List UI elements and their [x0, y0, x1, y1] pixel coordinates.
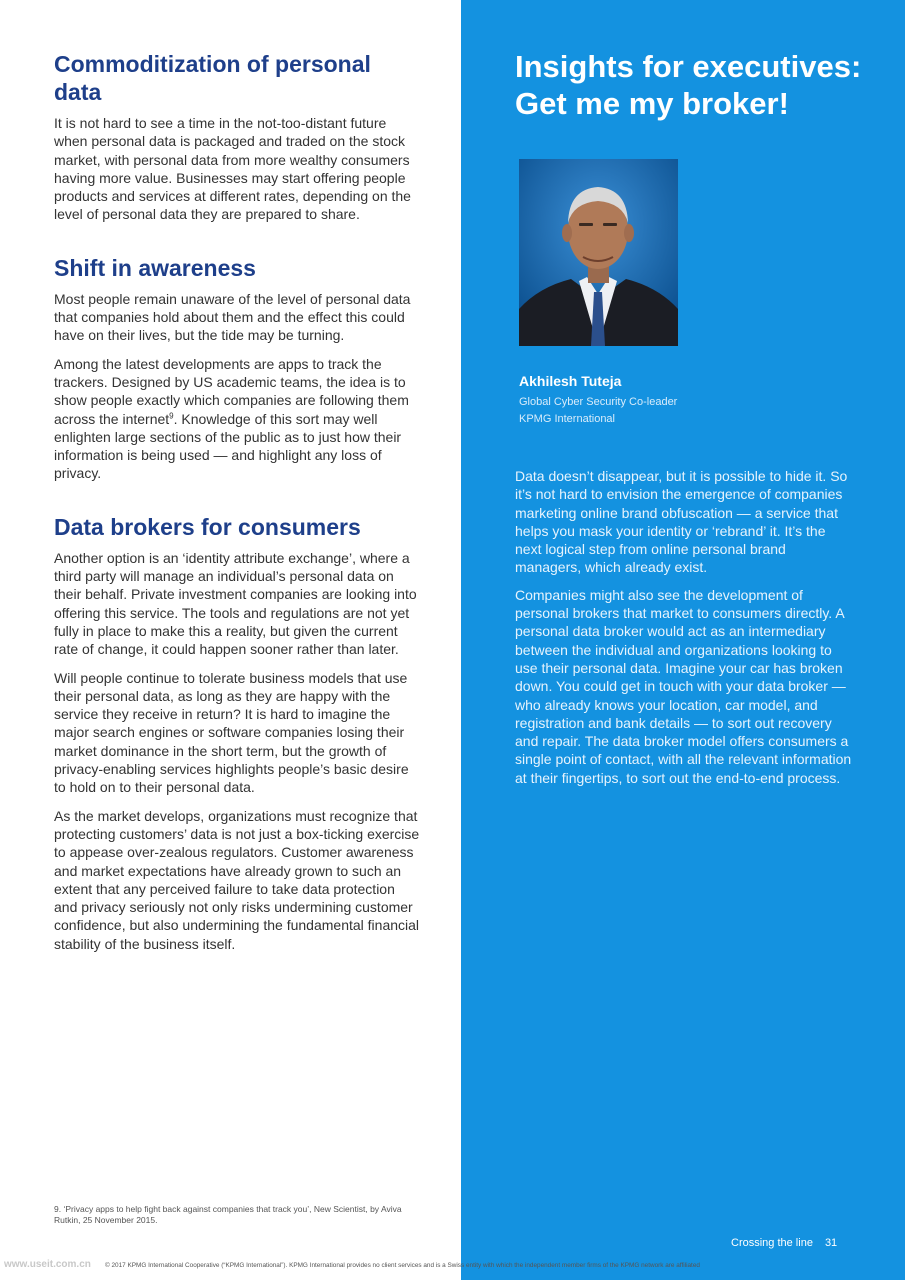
paragraph: Companies might also see the development of personal brokers that market to consumers directly. A personal data broker would act as an intermediary between the individual and organizations looking to use their personal data. Imagine your car has broken down. You could get in touch with your data broker — who already knows your location, car model, and registration and bank details — to sort out recovery and repair. The data broker model offers consumers a single point of contact, with all the relevant information at their fingertips, to sort out the end-to-end process.	[515, 586, 852, 786]
person-portrait-icon	[519, 159, 678, 346]
section-heading: Shift in awareness	[54, 254, 256, 281]
footnote-reference: 9	[169, 410, 174, 420]
paragraph: Will people continue to tolerate business models that use their personal data, as long as they are happy with the service they receive in return? It is hard to imagine the major search engines or software companies losing their market dominance in the short term, but the growth of privacy-enabling services highlights people’s basic desire to hold on to their personal data.	[54, 669, 409, 796]
panel-body	[515, 467, 855, 796]
left-column	[54, 50, 422, 983]
copyright-notice: © 2017 KPMG International Cooperative (“KPMG International”). KPMG International provides no client services and is a Swiss entity with which the independent member firms of the KPMG network are affiliated	[105, 1262, 700, 1269]
person-organization: KPMG International	[519, 413, 615, 425]
section-heading: Commoditization of personal data	[54, 51, 371, 105]
watermark: www.useit.com.cn	[4, 1259, 91, 1270]
section-heading: Data brokers for consumers	[54, 513, 361, 540]
publication-title: Crossing the line	[731, 1237, 813, 1249]
paragraph: Most people remain unaware of the level of personal data that companies hold about them and the effect this could have on their lives, but the tide may be turning.	[54, 290, 411, 344]
person-name: Akhilesh Tuteja	[519, 373, 622, 389]
paragraph: It is not hard to see a time in the not-too-distant future when personal data is packaged and traded on the stock market, with personal data from more wealthy consumers having more value. Businesses may start offering people products and services at different rates, depending on the level of personal data they are prepared to share.	[54, 115, 411, 223]
paragraph: As the market develops, organizations must recognize that protecting customers’ data is not just a box-ticking exercise to appease over-zealous regulators. Customer awareness and market expectations have already grown to such an extent that any perceived failure to take data protection and privacy seriously not only risks undermining customer confidence, but also undermining the fundamental financial stability of the business itself.	[54, 807, 420, 952]
person-role: Global Cyber Security Co-leader	[519, 396, 678, 408]
panel-title: Insights for executives: Get me my broker!	[515, 49, 862, 121]
page-number: 31	[824, 1237, 838, 1249]
section-shift-in-awareness	[54, 254, 422, 483]
paragraph: Another option is an ‘identity attribute exchange’, where a third party will manage an individual’s personal data on their behalf. Private investment companies are looking into offering this service. The tools and regulations are not yet fully in place to make this a reality, but given the current rate of change, it could happen sooner rather than later.	[54, 549, 417, 658]
footnote: 9. ‘Privacy apps to help fight back against companies that track you’, New Scientist, by Aviva Rutkin, 25 November 2015.	[54, 1204, 402, 1225]
portrait-caption	[519, 372, 677, 428]
section-data-brokers	[54, 513, 422, 953]
paragraph-text: Among the latest developments are apps to track the trackers. Designed by US academic teams, the idea is to show people exactly which companies are following them across the internet	[54, 355, 409, 427]
portrait-photo	[519, 159, 678, 346]
paragraph-with-footnote	[54, 355, 422, 483]
paragraph: Data doesn’t disappear, but it is possible to hide it. So it’s not hard to envision the emergence of companies marketing online brand obfuscation — a service that helps you mask your identity or ‘rebrand’ it. It’s the next logical step from online personal brand managers, which already exist.	[515, 468, 848, 576]
insights-panel	[461, 0, 905, 1280]
paragraph-text: . Knowledge of this sort may well enlighten large sections of the public as to just how their information is being used — and highlight any loss of privacy.	[54, 410, 402, 482]
page-footer	[731, 1237, 837, 1249]
section-commoditization	[54, 50, 422, 224]
